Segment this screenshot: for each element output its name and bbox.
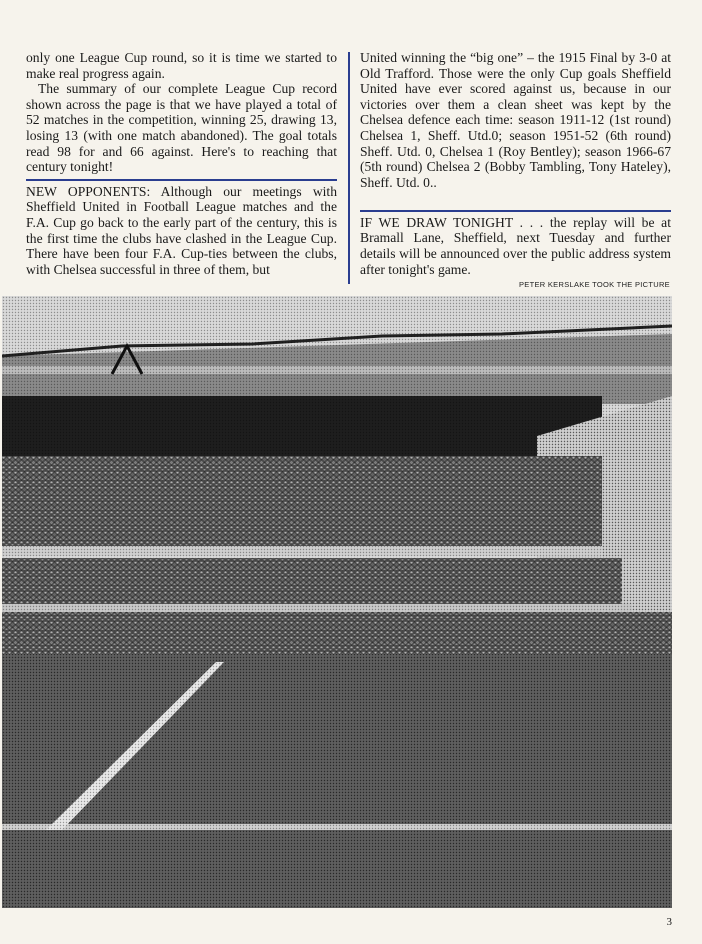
page-number: 3 <box>666 916 672 928</box>
paragraph: The summary of our complete League Cup record shown across the page is that we have played a total of 52 matches in the competition, winning 25, drawing 13, losing 13 (with one match abandoned). The goal totals read 98 for and 66 against. Here's to reaching that century tonight! <box>26 81 337 175</box>
section-divider <box>360 210 671 212</box>
paragraph: only one League Cup round, so it is time we started to make real progress again. <box>26 50 337 81</box>
column-divider <box>348 52 350 284</box>
left-column <box>26 50 337 277</box>
photo-credit: PETER KERSLAKE TOOK THE PICTURE <box>518 280 670 289</box>
paragraph: United winning the “big one” – the 1915 Final by 3-0 at Old Trafford. Those were the only Cup goals Sheffield United have ever scored against us, because in our victories over them a clean sheet was kept by the Chelsea defence each time: season 1911-12 (1st round) Chelsea 1, Sheff. Utd.0; season 1951-52 (6th round) Sheff. Utd. 0, Chelsea 1 (Roy Bentley); season 1966-67 (5th round) Chelsea 2 (Bobby Tambling, Tony Hateley), Sheff. Utd. 0.. <box>360 50 671 190</box>
right-column <box>360 50 671 277</box>
stadium-photo <box>2 296 672 908</box>
paragraph: IF WE DRAW TONIGHT . . . the replay will be at Bramall Lane, Sheffield, next Tuesday and further details will be announced over the public address system after tonight's game. <box>360 214 671 277</box>
section-divider <box>26 179 337 181</box>
paragraph: NEW OPPONENTS: Although our meetings with Sheffield United in Football League matches and the F.A. Cup go back to the early part of the century, this is the first time the clubs have clashed in the League Cup. There have been four F.A. Cup-ties between the clubs, with Chelsea successful in three of them, but <box>26 183 337 277</box>
